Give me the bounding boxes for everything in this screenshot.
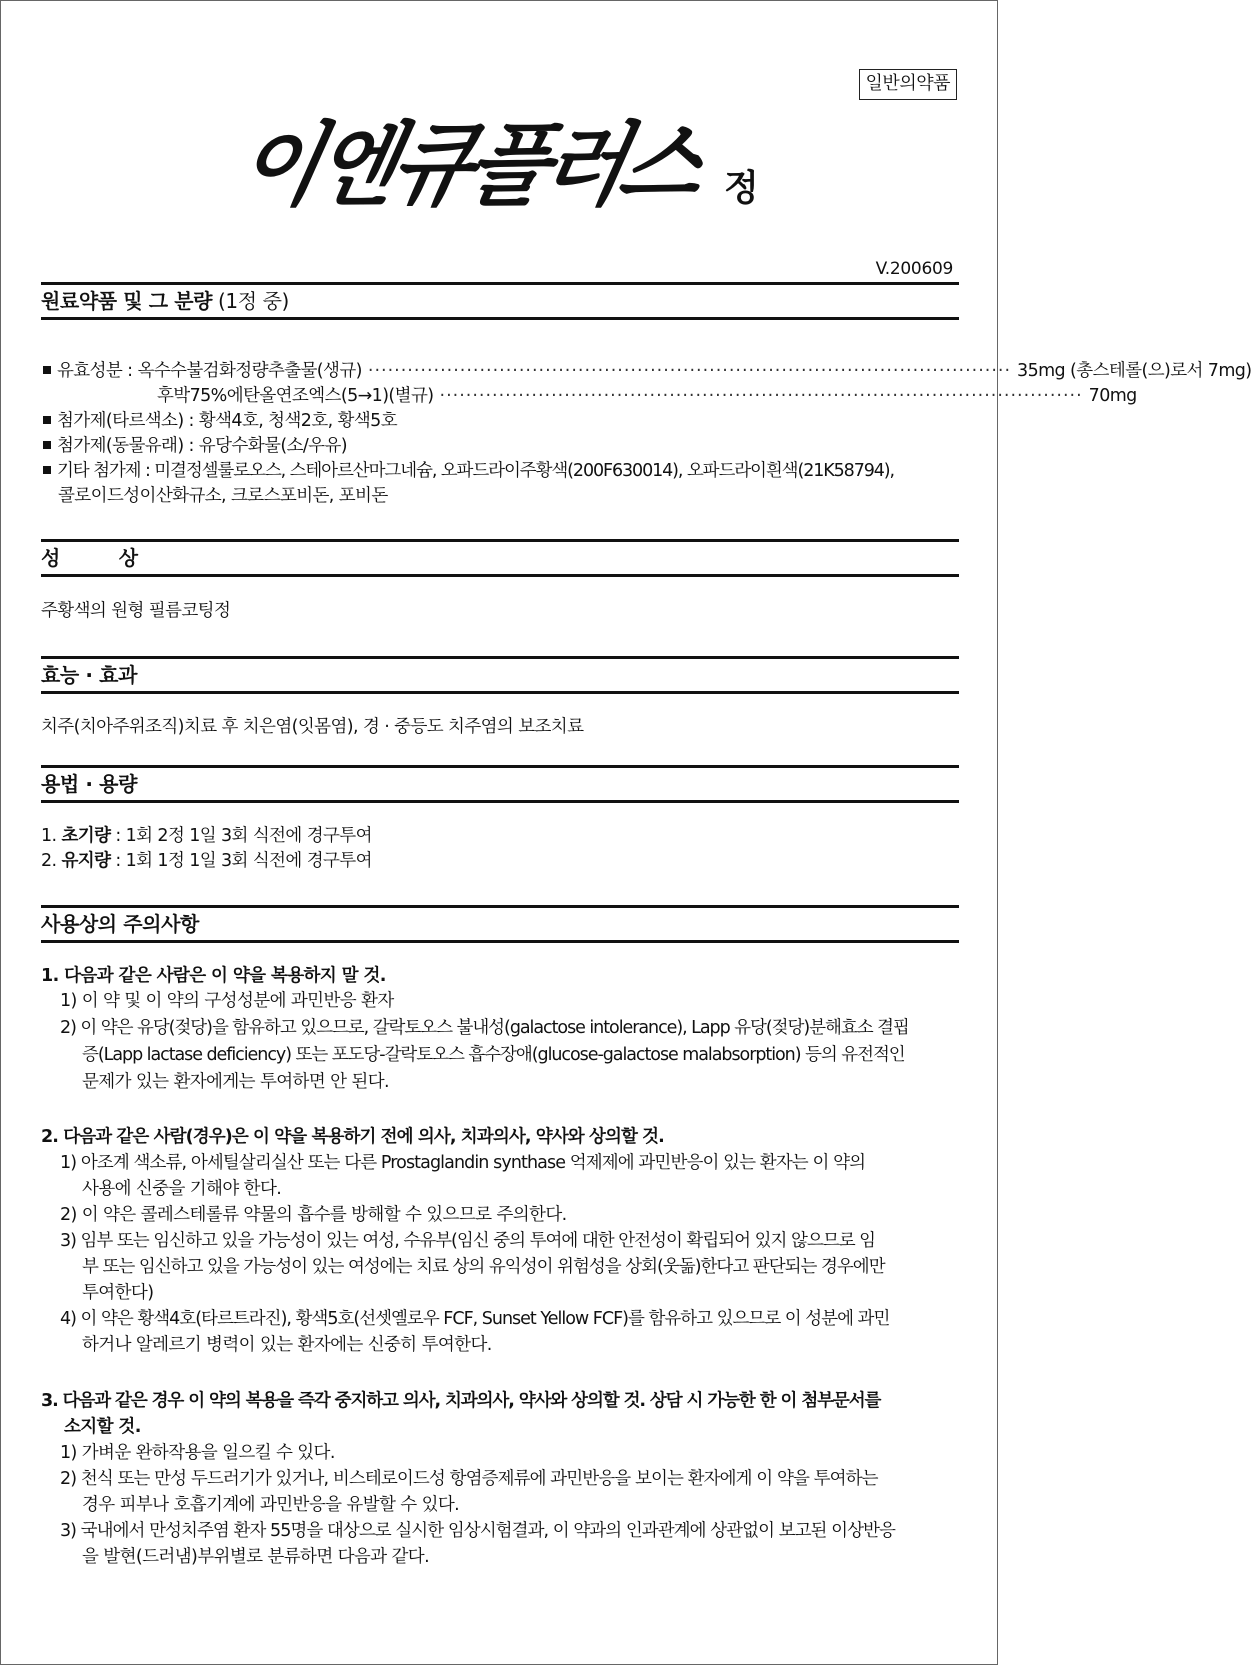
additive-color-text: 첨가제(타르색소) : 황색4호, 청색2호, 황색5호: [57, 411, 398, 431]
precaution-2-item-3-cont: 부 또는 임신하고 있을 가능성이 있는 여성에는 치료 상의 유익성이 위험성을 상회(웃돎)한다고 판단되는 경우에만: [82, 1257, 885, 1277]
precaution-3-item-3-cont: 을 발현(드러냄)부위별로 분류하면 다음과 같다.: [82, 1547, 430, 1567]
precaution-1-item-1: 1) 이 약 및 이 약의 구성성분에 과민반응 환자: [60, 991, 394, 1011]
bullet-square-icon: [43, 466, 51, 474]
active-ingredient-2-value: 70mg: [1088, 386, 1137, 406]
efficacy-text: 치주(치아주위조직)치료 후 치은염(잇몸염), 경 · 중등도 치주염의 보조치료: [41, 717, 584, 737]
appearance-text: 주황색의 원형 필름코팅정: [41, 601, 231, 621]
other-additives-text: 기타 첨가제 : 미결정셀룰로오스, 스테아르산마그네슘, 오파드라이주황색(200F630014), 오파드라이흰색(21K58794),: [57, 461, 895, 481]
brand-logo: [229, 112, 789, 219]
precaution-2-item-3: 3) 임부 또는 임신하고 있을 가능성이 있는 여성, 수유부(임신 중의 투여에 대한 안전성이 확립되어 있지 않으므로 임: [60, 1231, 876, 1251]
active-ingredient-row: [43, 359, 1252, 384]
dosage-line-2-number: 2.: [41, 851, 62, 871]
brand-suffix: 정: [724, 168, 759, 209]
dosage-heading: [41, 765, 959, 803]
dosage-line-1-text: : 1회 2정 1일 3회 식전에 경구투여: [110, 826, 372, 846]
precaution-3-title: 3. 다음과 같은 경우 이 약의 복용을 즉각 중지하고 의사, 치과의사, 약사와 상의할 것. 상담 시 가능한 한 이 첨부문서를: [41, 1391, 881, 1411]
precaution-3-item-2-cont: 경우 피부나 호흡기계에 과민반응을 유발할 수 있다.: [82, 1495, 460, 1515]
precaution-3-title-cont: 소지할 것.: [64, 1417, 141, 1437]
appearance-title: 성 상: [41, 546, 138, 570]
additive-animal-text: 첨가제(동물유래) : 유당수화물(소/우유): [57, 436, 348, 456]
version-label: V.200609: [875, 259, 953, 279]
dosage-line-1-label: 초기량: [61, 826, 111, 846]
precaution-2-item-1: 1) 아조계 색소류, 아세틸살리실산 또는 다른 Prostaglandin synthase 억제제에 과민반응이 있는 환자는 이 약의: [60, 1153, 866, 1173]
precautions-title: 사용상의 주의사항: [41, 912, 199, 936]
efficacy-heading: [41, 656, 959, 694]
additive-animal-line: [43, 434, 347, 459]
dosage-line-2-label: 유지량: [61, 851, 111, 871]
dosage-line-2-text: : 1회 1정 1일 3회 식전에 경구투여: [110, 851, 372, 871]
precaution-1-item-2-end: 문제가 있는 환자에게는 투여하면 안 된다.: [82, 1072, 389, 1092]
composition-title: 원료약품 및 그 분량: [41, 289, 213, 313]
efficacy-title: 효능 · 효과: [41, 663, 138, 687]
other-additives-line-2: 콜로이드성이산화규소, 크로스포비돈, 포비돈: [58, 486, 388, 506]
precaution-1-item-2: 2) 이 약은 유당(젖당)을 함유하고 있으므로, 갈락토오스 불내성(galactose intolerance), Lapp 유당(젖당)분해효소 결핍: [60, 1018, 909, 1038]
bullet-square-icon: [43, 366, 51, 374]
precaution-3-item-3: 3) 국내에서 만성치주염 환자 55명을 대상으로 실시한 임상시험결과, 이 약과의 인과관계에 상관없이 보고된 이상반응: [60, 1521, 895, 1541]
dosage-title: 용법 · 용량: [41, 772, 138, 796]
active-ingredient-2-label: 후박75%에탄올연조엑스(5→1)(별규): [157, 386, 434, 406]
leader-dots: ··································································································: [439, 386, 1083, 406]
precaution-2-item-4: 4) 이 약은 황색4호(타르트라진), 황색5호(선셋옐로우 FCF, Sunset Yellow FCF)를 함유하고 있으므로 이 성분에 과민: [60, 1309, 890, 1329]
bullet-square-icon: [43, 441, 51, 449]
precaution-2-item-2: 2) 이 약은 콜레스테롤류 약물의 흡수를 방해할 수 있으므로 주의한다.: [60, 1205, 567, 1225]
precaution-1-item-2-cont: 증(Lapp lactase deficiency) 또는 포도당-갈락토오스 흡수장애(glucose-galactose malabsorption) 등의 유전적인: [82, 1045, 905, 1065]
other-additives-line: [43, 459, 894, 484]
precaution-3-item-1: 1) 가벼운 완하작용을 일으킬 수 있다.: [60, 1443, 335, 1463]
leader-dots: ··································································································: [367, 361, 1012, 381]
precaution-2-item-1-cont: 사용에 신중을 기해야 한다.: [82, 1179, 282, 1199]
precautions-heading: [41, 905, 959, 943]
precaution-2-item-4-cont: 하거나 알레르기 병력이 있는 환자에는 신중히 투여한다.: [82, 1335, 492, 1355]
dosage-line-1-number: 1.: [41, 826, 62, 846]
otc-badge: 일반의약품: [859, 69, 957, 100]
appearance-heading: [41, 539, 959, 577]
dosage-line-2: [41, 849, 372, 874]
composition-title-note: (1정 중): [212, 289, 289, 313]
brand-name: 이엔큐플러스: [229, 112, 709, 218]
dosage-line-1: [41, 824, 372, 849]
active-ingredient-value: 35mg (총스테롤(으)로서 7mg): [1017, 361, 1252, 381]
active-ingredient-2-row: [157, 384, 1137, 409]
composition-heading: [41, 282, 959, 320]
active-ingredient-label: 유효성분 : 옥수수불검화정량추출물(생규): [57, 361, 362, 381]
precaution-2-title: 2. 다음과 같은 사람(경우)은 이 약을 복용하기 전에 의사, 치과의사, 약사와 상의할 것.: [41, 1127, 664, 1147]
precaution-3-item-2: 2) 천식 또는 만성 두드러기가 있거나, 비스테로이드성 항염증제류에 과민반응을 보이는 환자에게 이 약을 투여하는: [60, 1469, 878, 1489]
additive-color-line: [43, 409, 397, 434]
precaution-1-title: 1. 다음과 같은 사람은 이 약을 복용하지 말 것.: [41, 966, 386, 986]
precaution-2-item-3-end: 투여한다): [82, 1283, 154, 1303]
bullet-square-icon: [43, 416, 51, 424]
